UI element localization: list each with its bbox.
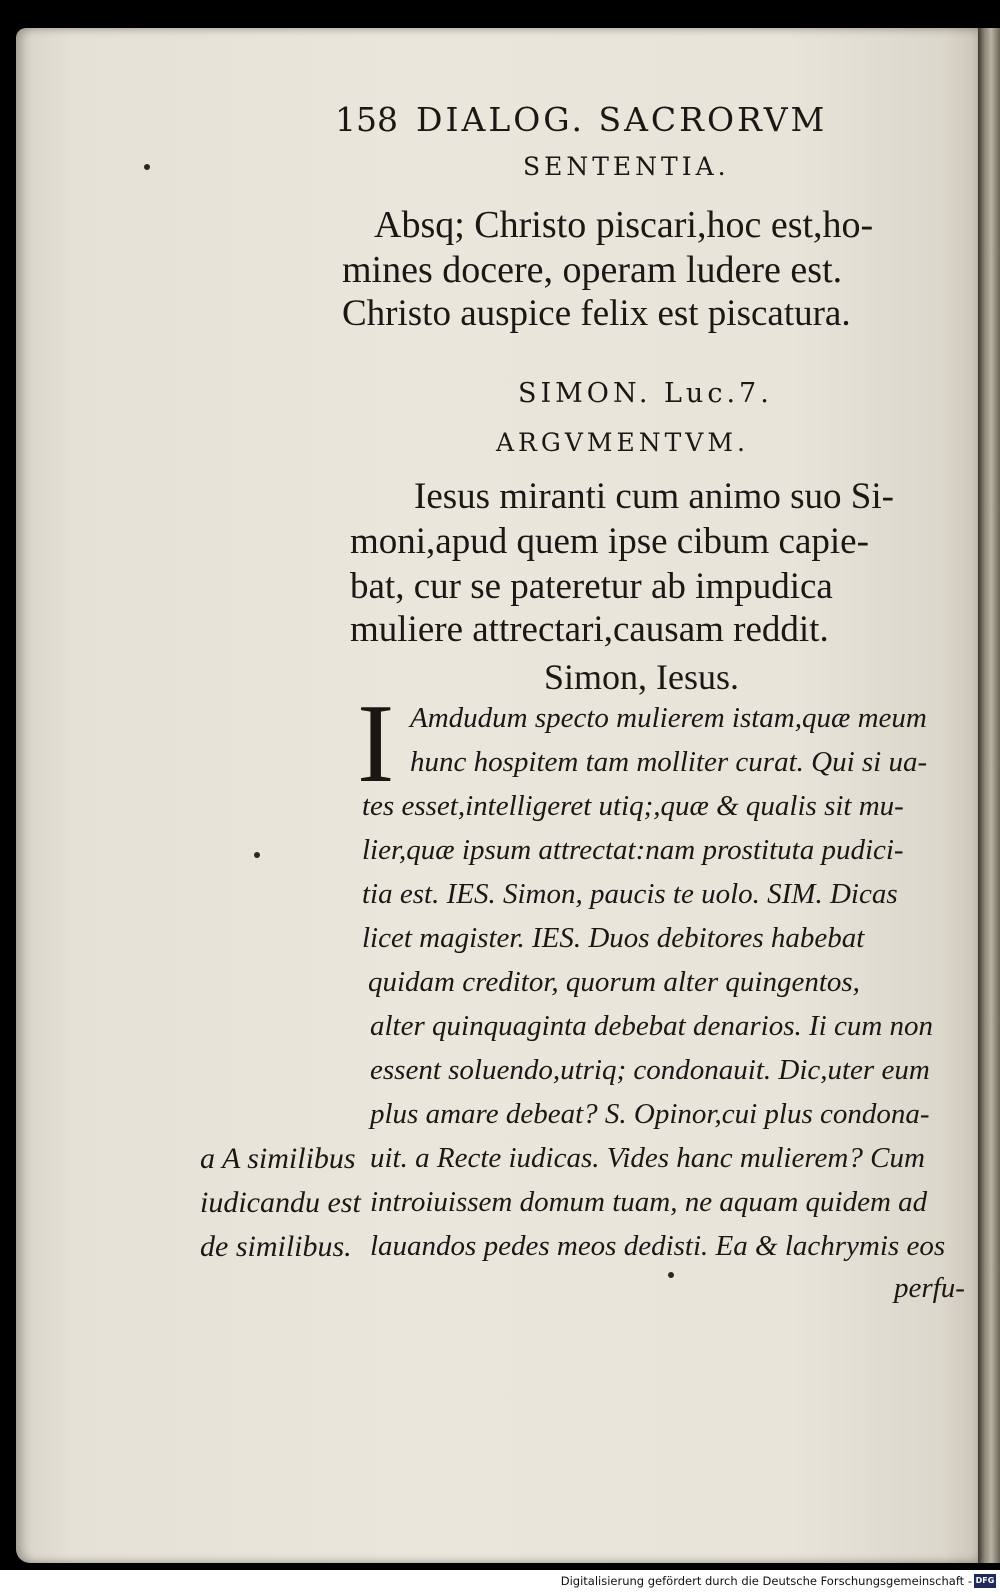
running-title: DIALOG. SACRORVM xyxy=(416,100,828,139)
dialogue-line: essent soluendo,utriq; condonauit. Dic,uter eum xyxy=(370,1054,930,1086)
argumentum-heading: ARGVMENTVM. xyxy=(496,428,749,457)
ink-mark xyxy=(254,852,260,858)
argumentum-line: muliere attrectari,causam reddit. xyxy=(350,609,829,650)
speakers-heading: Simon, Iesus. xyxy=(544,657,740,697)
dialogue-line: tes esset,intelligeret utiq;,quæ & qualis sit mu- xyxy=(362,790,904,822)
dialogue-line: quidam creditor, quorum alter quingentos, xyxy=(368,966,860,998)
catchword: perfu- xyxy=(894,1272,965,1304)
section-title: SIMON. Luc.7. xyxy=(518,378,773,409)
sententia-heading: SENTENTIA. xyxy=(523,152,730,181)
dialogue-line: hunc hospitem tam molliter curat. Qui si ua- xyxy=(410,746,928,778)
argumentum-line: moni,apud quem ipse cibum capie- xyxy=(350,521,869,562)
dialogue-line: lier,quæ ipsum attrectat:nam prostituta pudici- xyxy=(362,834,904,866)
dialogue-line: lauandos pedes meos dedisti. Ea & lachrymis eos xyxy=(370,1230,946,1262)
dialogue-line: tia est. IES. Simon, paucis te uolo. SIM. Dicas xyxy=(362,878,898,910)
margin-note-line: iudicandu est xyxy=(200,1186,361,1219)
argumentum-line: bat, cur se pateretur ab impudica xyxy=(350,566,833,607)
drop-cap: I xyxy=(357,682,395,806)
page-edge xyxy=(978,28,1000,1563)
ink-mark xyxy=(668,1272,674,1278)
footer-bar xyxy=(0,1570,1000,1596)
argumentum-line: Iesus miranti cum animo suo Si- xyxy=(414,476,894,517)
margin-note-line: de similibus. xyxy=(200,1230,352,1263)
running-head xyxy=(335,100,827,139)
dialogue-line: uit. a Recte iudicas. Vides hanc mulierem? Cum xyxy=(370,1142,925,1174)
dialogue-line: introiuissem domum tuam, ne aquam quidem ad xyxy=(370,1186,928,1218)
page-number: 158 xyxy=(335,100,398,139)
ink-mark xyxy=(144,164,150,170)
margin-note-line: a A similibus xyxy=(200,1142,356,1175)
dfg-logo: DFG xyxy=(974,1574,996,1588)
dialogue-line: plus amare debeat? S. Opinor,cui plus condona- xyxy=(370,1098,930,1130)
sententia-line: Christo auspice felix est piscatura. xyxy=(342,293,851,334)
sententia-line: Absq; Christo piscari,hoc est,ho- xyxy=(374,204,874,246)
footer-credit: Digitalisierung gefördert durch die Deutsche Forschungsgemeinschaft - xyxy=(560,1574,972,1588)
dialogue-line: alter quinquaginta debebat denarios. Ii cum non xyxy=(370,1010,934,1042)
dialogue-line: Amdudum specto mulierem istam,quæ meum xyxy=(410,702,927,734)
dialogue-line: licet magister. IES. Duos debitores habebat xyxy=(362,922,865,954)
sententia-line: mines docere, operam ludere est. xyxy=(342,249,843,291)
